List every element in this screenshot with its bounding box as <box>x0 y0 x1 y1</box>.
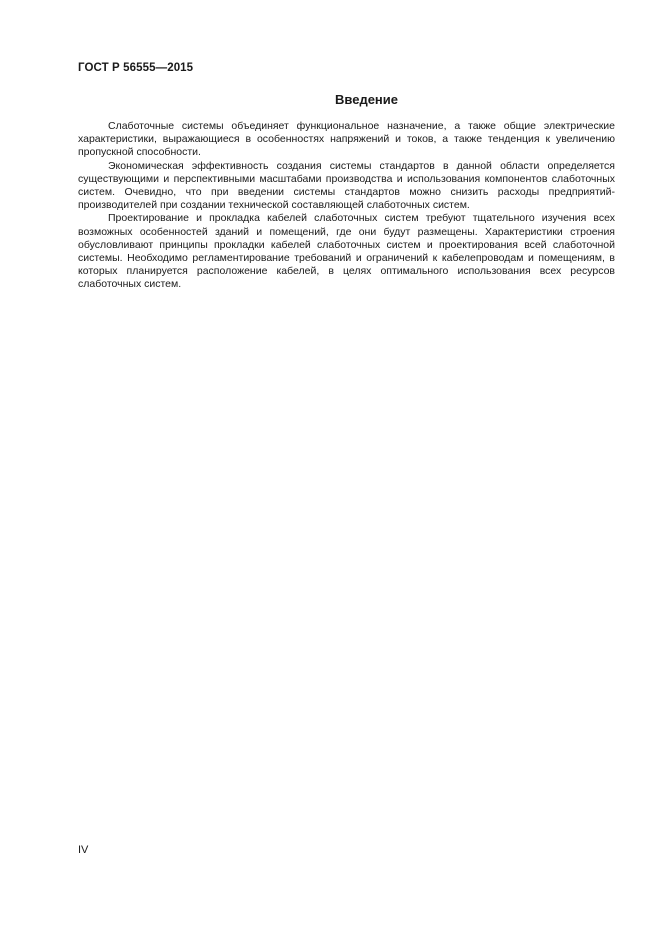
paragraph-2: Экономическая эффективность создания системы стандартов в данной области определяется существующими и перспективными масштабами производства и использования компонентов слаботочных систем. Очевидно, что при введении системы стандартов можно снизить расходы предприятий-производителей при создании технической составляющей слаботочных систем. <box>78 159 615 212</box>
paragraph-1: Слаботочные системы объединяет функциональное назначение, а также общие электрические характеристики, выражающиеся в особенностях напряжений и токов, а также тенденция к увеличению пропускной способности. <box>78 120 615 159</box>
body-text <box>78 120 615 292</box>
section-title: Введение <box>335 92 398 107</box>
page-number: IV <box>78 844 89 856</box>
document-code: ГОСТ Р 56555—2015 <box>78 62 194 74</box>
paragraph-3: Проектирование и прокладка кабелей слаботочных систем требуют тщательного изучения всех возможных особенностей зданий и помещений, где они будут размещены. Характеристики строения обусловливают принципы прокладки кабелей слаботочных систем и проектирования всей слаботочной системы. Необходимо регламентирование требований и ограничений к кабелепроводам и помещениям, в которых планируется расположение кабелей, в целях оптимального использования всех ресурсов слаботочных систем. <box>78 212 615 291</box>
